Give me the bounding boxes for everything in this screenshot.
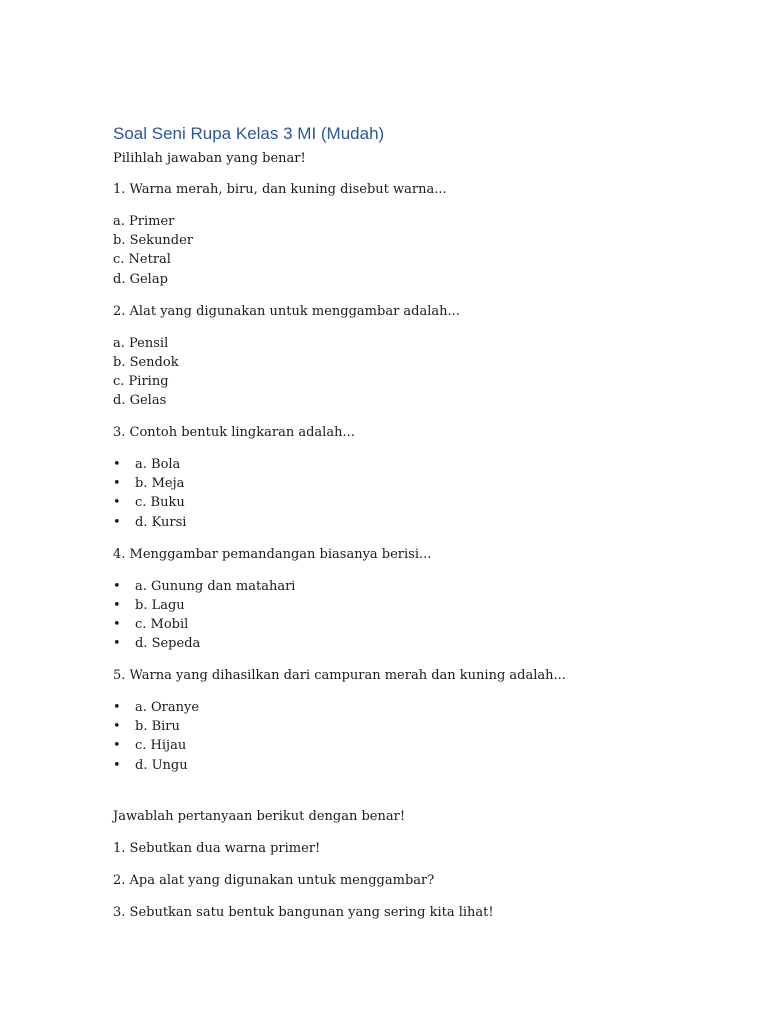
option-label: d. Ungu	[135, 758, 188, 773]
question-4: 4. Menggambar pemandangan biasanya berisi...	[113, 547, 432, 562]
option-label: c. Buku	[135, 495, 185, 510]
question-1-option-a: a. Primer	[113, 214, 175, 229]
bullet-icon: •	[113, 598, 121, 613]
question-2-option-b: b. Sendok	[113, 355, 179, 370]
bullet-icon: •	[113, 700, 121, 715]
page-title: Soal Seni Rupa Kelas 3 MI (Mudah)	[113, 124, 385, 143]
question-2-option-d: d. Gelas	[113, 393, 167, 408]
essay-question-3: 3. Sebutkan satu bentuk bangunan yang sering kita lihat!	[113, 905, 494, 920]
bullet-icon: •	[113, 758, 121, 773]
question-1-option-b: b. Sekunder	[113, 233, 194, 248]
bullet-icon: •	[113, 495, 121, 510]
question-1-option-d: d. Gelap	[113, 272, 168, 287]
option-label: c. Hijau	[135, 738, 187, 753]
essay-question-2: 2. Apa alat yang digunakan untuk menggambar?	[113, 873, 435, 888]
bullet-icon: •	[113, 579, 121, 594]
question-1: 1. Warna merah, biru, dan kuning disebut warna...	[113, 182, 447, 197]
option-label: c. Mobil	[135, 617, 189, 632]
bullet-icon: •	[113, 719, 121, 734]
option-label: a. Gunung dan matahari	[135, 579, 296, 594]
option-label: a. Oranye	[135, 700, 200, 715]
question-1-option-c: c. Netral	[113, 252, 171, 267]
question-5: 5. Warna yang dihasilkan dari campuran merah dan kuning adalah...	[113, 668, 566, 683]
bullet-icon: •	[113, 636, 121, 651]
option-label: d. Kursi	[135, 515, 187, 530]
essay-question-1: 1. Sebutkan dua warna primer!	[113, 841, 321, 856]
option-label: d. Sepeda	[135, 636, 201, 651]
question-2-option-a: a. Pensil	[113, 336, 169, 351]
question-3: 3. Contoh bentuk lingkaran adalah...	[113, 425, 355, 440]
option-label: b. Lagu	[135, 598, 185, 613]
instruction-essay: Jawablah pertanyaan berikut dengan benar!	[113, 809, 406, 824]
bullet-icon: •	[113, 476, 121, 491]
bullet-icon: •	[113, 457, 121, 472]
bullet-icon: •	[113, 515, 121, 530]
question-2: 2. Alat yang digunakan untuk menggambar adalah...	[113, 304, 460, 319]
bullet-icon: •	[113, 738, 121, 753]
question-2-option-c: c. Piring	[113, 374, 169, 389]
instruction-multiple-choice: Pilihlah jawaban yang benar!	[113, 151, 306, 166]
bullet-icon: •	[113, 617, 121, 632]
option-label: a. Bola	[135, 457, 181, 472]
option-label: b. Biru	[135, 719, 180, 734]
option-label: b. Meja	[135, 476, 185, 491]
